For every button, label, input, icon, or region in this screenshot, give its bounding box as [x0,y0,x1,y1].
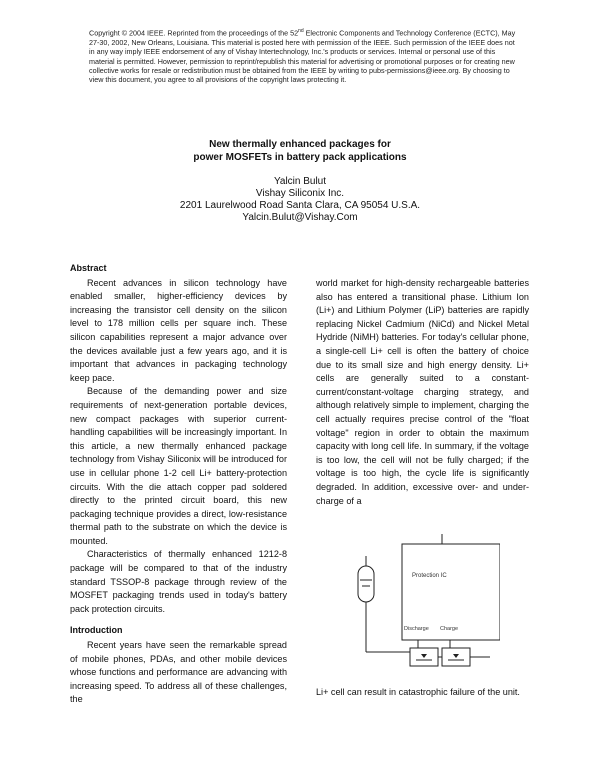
copyright-superscript: nd [298,28,304,34]
charge-label: Charge [440,626,459,632]
introduction-paragraph-1: Recent years have seen the remarkable spread of mobile phones, PDAs, and other mobile devices whose functions and performance are advancing with increasing speed. To address all of these challenges, the [70,640,287,705]
discharge-label: Discharge [404,626,429,632]
title-line-2: power MOSFETs in battery pack applications [193,152,407,163]
copyright-rest: Electronic Components and Technology Conference (ECTC), May 27-30, 2002, New Orleans, Louisiana. This material is posted here with permission of the IEEE. Such permission of the IEEE does not in any way imply IEEE endorsement of any of Vishay Intertechnology, Inc.'s products or services. Internal or personal use of this material is permitted. However, permission to reprint/republish this material for advertising or promotional purposes or for creating new collective works for resale or redistribution must be obtained from the IEEE by writing to pubs-permissions@ieee.org. By choosing to view this document, you agree to all provisions of the copyright laws protecting it. [89,28,516,85]
right-column-paragraph-1: world market for high-density rechargeable batteries also has entered a transitional phase. Lithium Ion (Li+) and Lithium Polymer (LiP) batteries are rapidly replacing Nickel Cadmium (NiCd) and Nickel Metal Hydride (NiMH) batteries. For today's cellular phone, a single-cell Li+ cell is often the battery of choice due to its small size and high energy density. Li+ cells are generally suited to a constant-current/constant-voltage charging strategy, and although relatively simple to implement, charging the cell actually requires precise control of the "float voltage" region in order to obtain the maximum capacity with long cell life. In summary, if the voltage is too low, the cell will not be fully charged; if the voltage is too high, the cycle life is significantly degraded. In addition, excessive over- and under-charge of a [316,278,529,506]
right-column [316,277,529,508]
protection-ic-label: Protection IC [412,573,447,579]
author-block [0,176,600,224]
author-name: Yalcin Bulut [273,176,327,187]
copyright-lead: Copyright © 2004 IEEE. Reprinted from the proceedings of the 52 [89,28,299,38]
author-address: 2201 Laurelwood Road Santa Clara, CA 95054 U.S.A. [179,200,421,211]
right-column-paragraph-2: Li+ cell can result in catastrophic failure of the unit. [316,687,520,697]
paper-title [0,138,600,164]
author-email[interactable]: Yalcin.Bulut@Vishay.Com [242,212,358,223]
protection-circuit-figure [350,530,500,680]
introduction-heading: Introduction [70,625,123,636]
abstract-paragraph-2: Because of the demanding power and size requirements of next-generation portable devices, new compact packages with superior current-handling capabilities will be increasingly important. In this article, a new thermally enhanced package technology from Vishay Siliconix will be introduced for use in cellular phone 1-2 cell Li+ battery-protection circuits. With the die attach copper pad soldered directly to the printed circuit board, this new packaging technique provides a direct, low-resistance thermal path to the substrate on which the device is mounted. [70,386,287,546]
abstract-heading: Abstract [70,263,107,273]
abstract-paragraph-3: Characteristics of thermally enhanced 1212-8 package will be compared to that of the industry standard TSSOP-8 package through review of the MOSFET packaging trends used in today's battery pack protection circuits. [70,549,287,614]
copyright-notice [89,27,519,85]
author-company: Vishay Siliconix Inc. [255,188,345,199]
title-line-1: New thermally enhanced packages for [209,139,391,150]
left-column [70,262,287,707]
abstract-paragraph-1: Recent advances in silicon technology have enabled smaller, higher-efficiency devices by increasing the transistor cell density on the silicon level to 178 million cells per square inch. These silicon capabilities represent a major advance over the devices available just a few years ago, and it is important that advances in packaging technology keep pace. [70,277,287,383]
battery-cell-icon [358,566,374,602]
